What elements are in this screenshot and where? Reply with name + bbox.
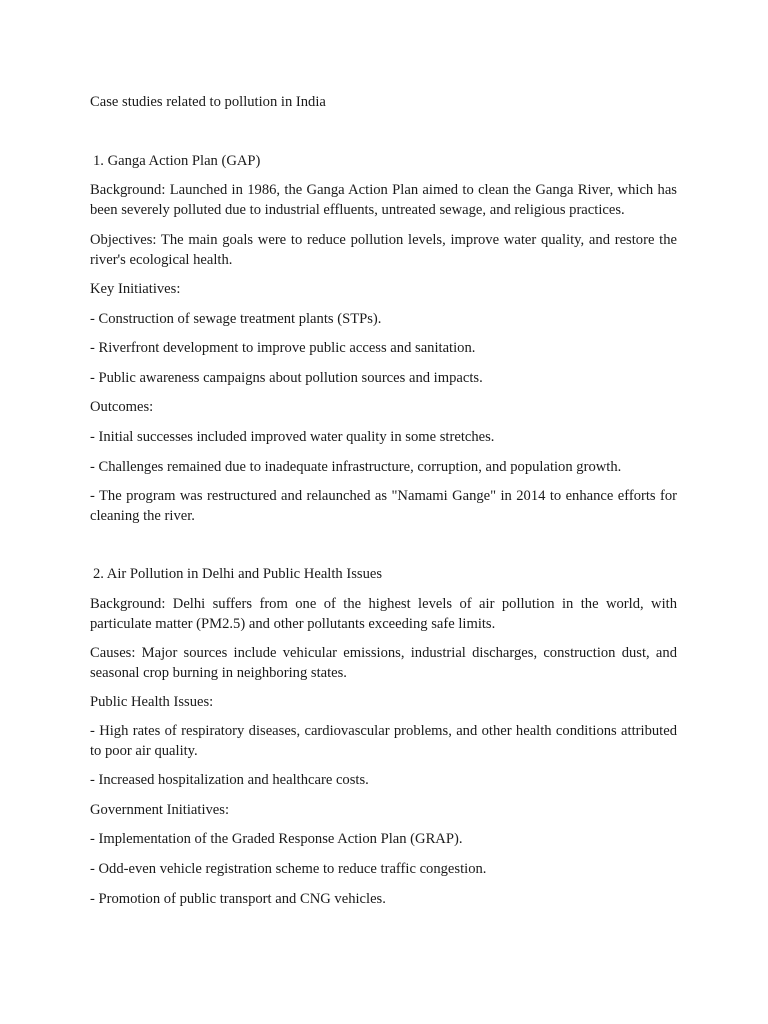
list-item: - Implementation of the Graded Response Action Plan (GRAP). [90,831,463,847]
subheading-government-initiatives: Government Initiatives: [90,802,230,818]
list-item: - Promotion of public transport and CNG vehicles. [90,891,386,907]
section-heading-delhi: 2. Air Pollution in Delhi and Public Health Issues [93,566,383,582]
subheading-key-initiatives: Key Initiatives: [90,281,181,297]
paragraph-background: Background: Launched in 1986, the Ganga Action Plan aimed to clean the Ganga River, which has been severely polluted due to industrial effluents, untreated sewage, and religious practices. [90,182,677,218]
list-item: - High rates of respiratory diseases, cardiovascular problems, and other health conditions attributed to poor air quality. [90,723,677,759]
paragraph-background: Background: Delhi suffers from one of the highest levels of air pollution in the world, with particulate matter (PM2.5) and other pollutants exceeding safe limits. [90,596,677,632]
paragraph-objectives: Objectives: The main goals were to reduce pollution levels, improve water quality, and restore the river's ecological health. [90,232,677,268]
paragraph-causes: Causes: Major sources include vehicular emissions, industrial discharges, construction dust, and seasonal crop burning in neighboring states. [90,645,677,681]
list-item: - Challenges remained due to inadequate infrastructure, corruption, and population growth. [90,459,622,475]
list-item: - Increased hospitalization and healthcare costs. [90,772,369,788]
list-item: - The program was restructured and relaunched as "Namami Gange" in 2014 to enhance efforts for cleaning the river. [90,488,677,524]
subheading-outcomes: Outcomes: [90,399,154,415]
section-heading-ganga: 1. Ganga Action Plan (GAP) [93,153,261,169]
list-item: - Odd-even vehicle registration scheme to reduce traffic congestion. [90,861,487,877]
list-item: - Public awareness campaigns about pollution sources and impacts. [90,370,483,386]
document-title: Case studies related to pollution in India [90,94,326,110]
list-item: - Construction of sewage treatment plants (STPs). [90,311,382,327]
list-item: - Riverfront development to improve public access and sanitation. [90,340,476,356]
list-item: - Initial successes included improved water quality in some stretches. [90,429,495,445]
subheading-public-health: Public Health Issues: [90,694,214,710]
